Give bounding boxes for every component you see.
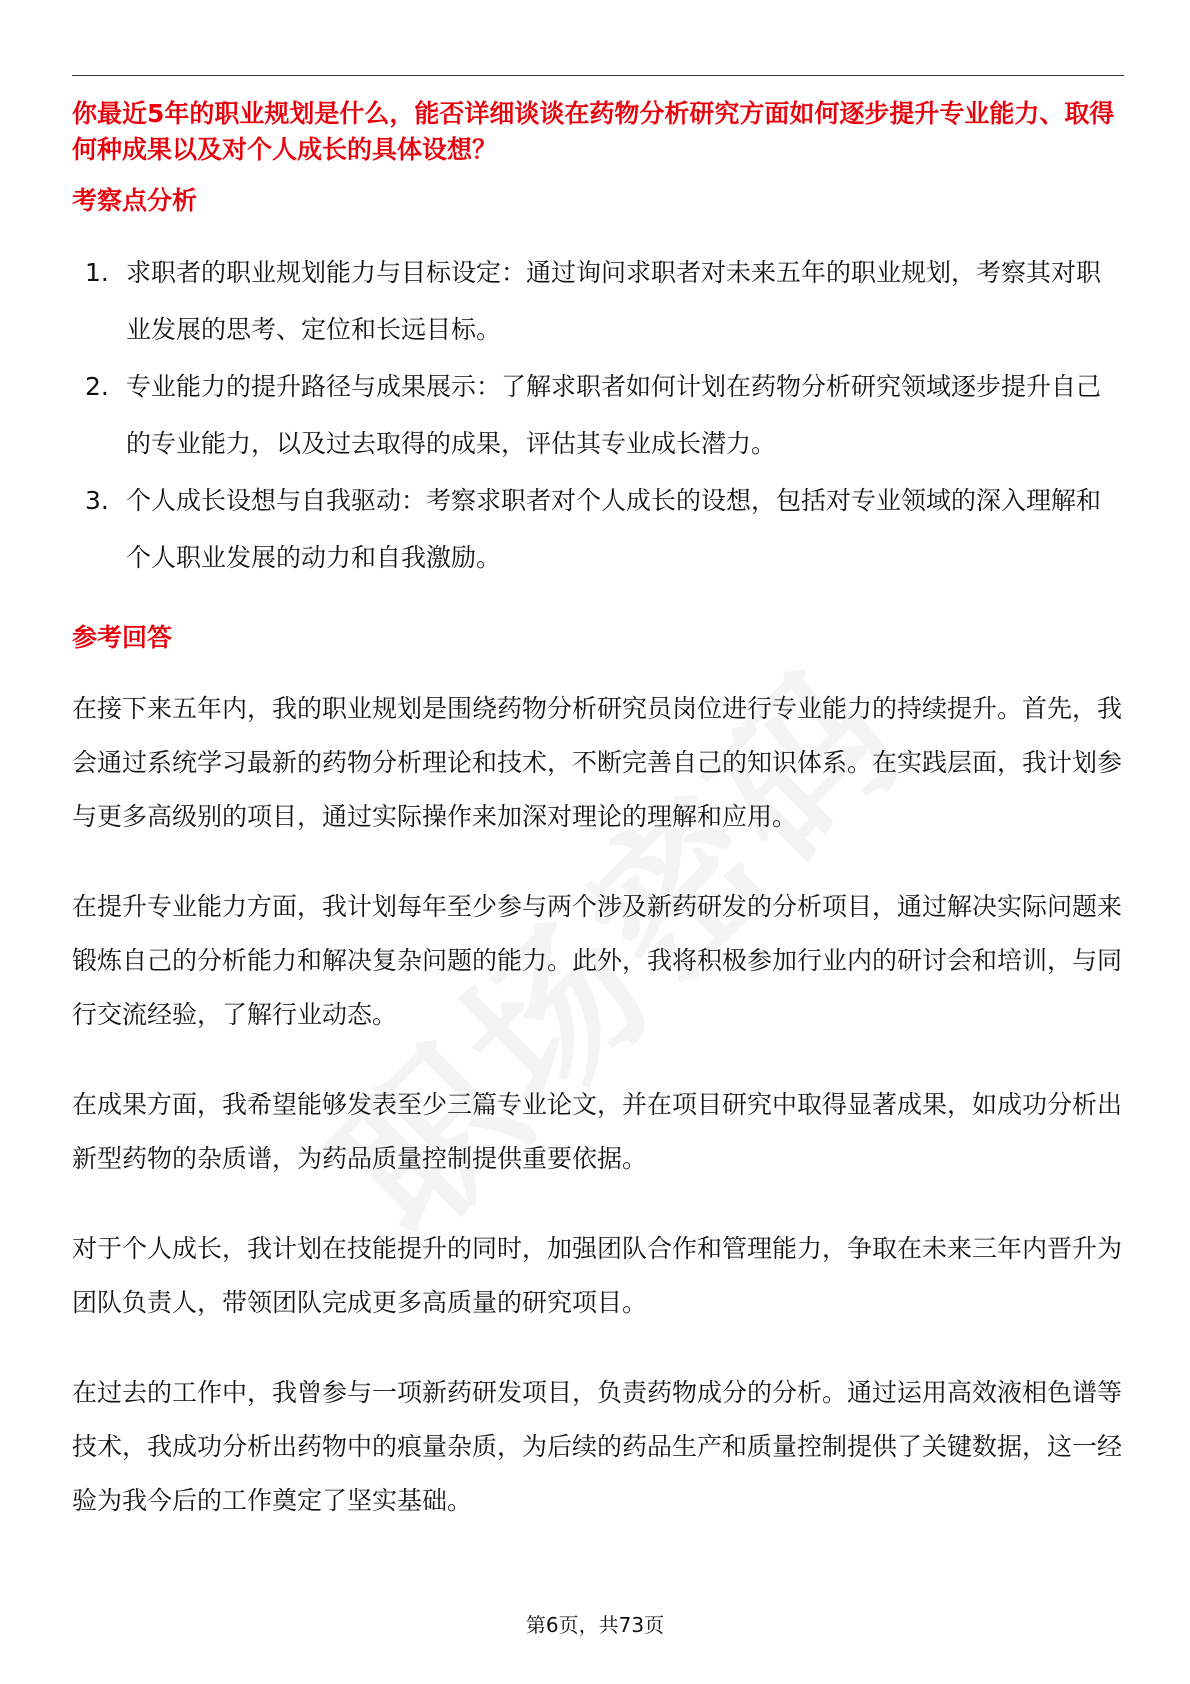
header-rule (72, 75, 1124, 76)
point-number: 1. (85, 258, 109, 287)
point-text: 专业能力的提升路径与成果展示：了解求职者如何计划在药物分析研究领域逐步提升自己的专业能力，以及过去取得的成果，评估其专业成长潜力。 (126, 372, 1102, 458)
answer-section-title: 参考回答 (72, 623, 173, 652)
answer-paragraph: 在成果方面，我希望能够发表至少三篇专业论文，并在项目研究中取得显著成果，如成功分析出新型药物的杂质谱，为药品质量控制提供重要依据。 (72, 1090, 1123, 1173)
point-number: 3. (85, 486, 109, 515)
point-text: 个人成长设想与自我驱动：考察求职者对个人成长的设想，包括对专业领域的深入理解和个人职业发展的动力和自我激励。 (126, 486, 1102, 572)
answer-paragraph: 对于个人成长，我计划在技能提升的同时，加强团队合作和管理能力，争取在未来三年内晋升为团队负责人，带领团队完成更多高质量的研究项目。 (72, 1234, 1123, 1317)
page-content (72, 96, 1124, 1528)
analysis-point (72, 358, 1124, 472)
analysis-point-list (72, 244, 1124, 586)
point-text: 求职者的职业规划能力与目标设定：通过询问求职者对未来五年的职业规划，考察其对职业发展的思考、定位和长远目标。 (126, 258, 1102, 344)
analysis-section-title: 考察点分析 (72, 186, 198, 215)
answer-paragraph: 在接下来五年内，我的职业规划是围绕药物分析研究员岗位进行专业能力的持续提升。首先，我会通过系统学习最新的药物分析理论和技术，不断完善自己的知识体系。在实践层面，我计划参与更多高级别的项目，通过实际操作来加深对理论的理解和应用。 (72, 694, 1123, 831)
page-number-footer: 第6页，共73页 (525, 1613, 665, 1637)
question-heading: 你最近5年的职业规划是什么，能否详细谈谈在药物分析研究方面如何逐步提升专业能力、取得何种成果以及对个人成长的具体设想？ (72, 99, 1115, 164)
analysis-point (72, 244, 1124, 358)
answer-paragraph: 在过去的工作中，我曾参与一项新药研发项目，负责药物成分的分析。通过运用高效液相色谱等技术，我成功分析出药物中的痕量杂质，为后续的药品生产和质量控制提供了关键数据，这一经验为我今后的工作奠定了坚实基础。 (72, 1378, 1123, 1515)
point-number: 2. (85, 372, 109, 401)
analysis-point (72, 472, 1124, 586)
answer-paragraph: 在提升专业能力方面，我计划每年至少参与两个涉及新药研发的分析项目，通过解决实际问题来锻炼自己的分析能力和解决复杂问题的能力。此外，我将积极参加行业内的研讨会和培训，与同行交流经验，了解行业动态。 (72, 892, 1123, 1029)
